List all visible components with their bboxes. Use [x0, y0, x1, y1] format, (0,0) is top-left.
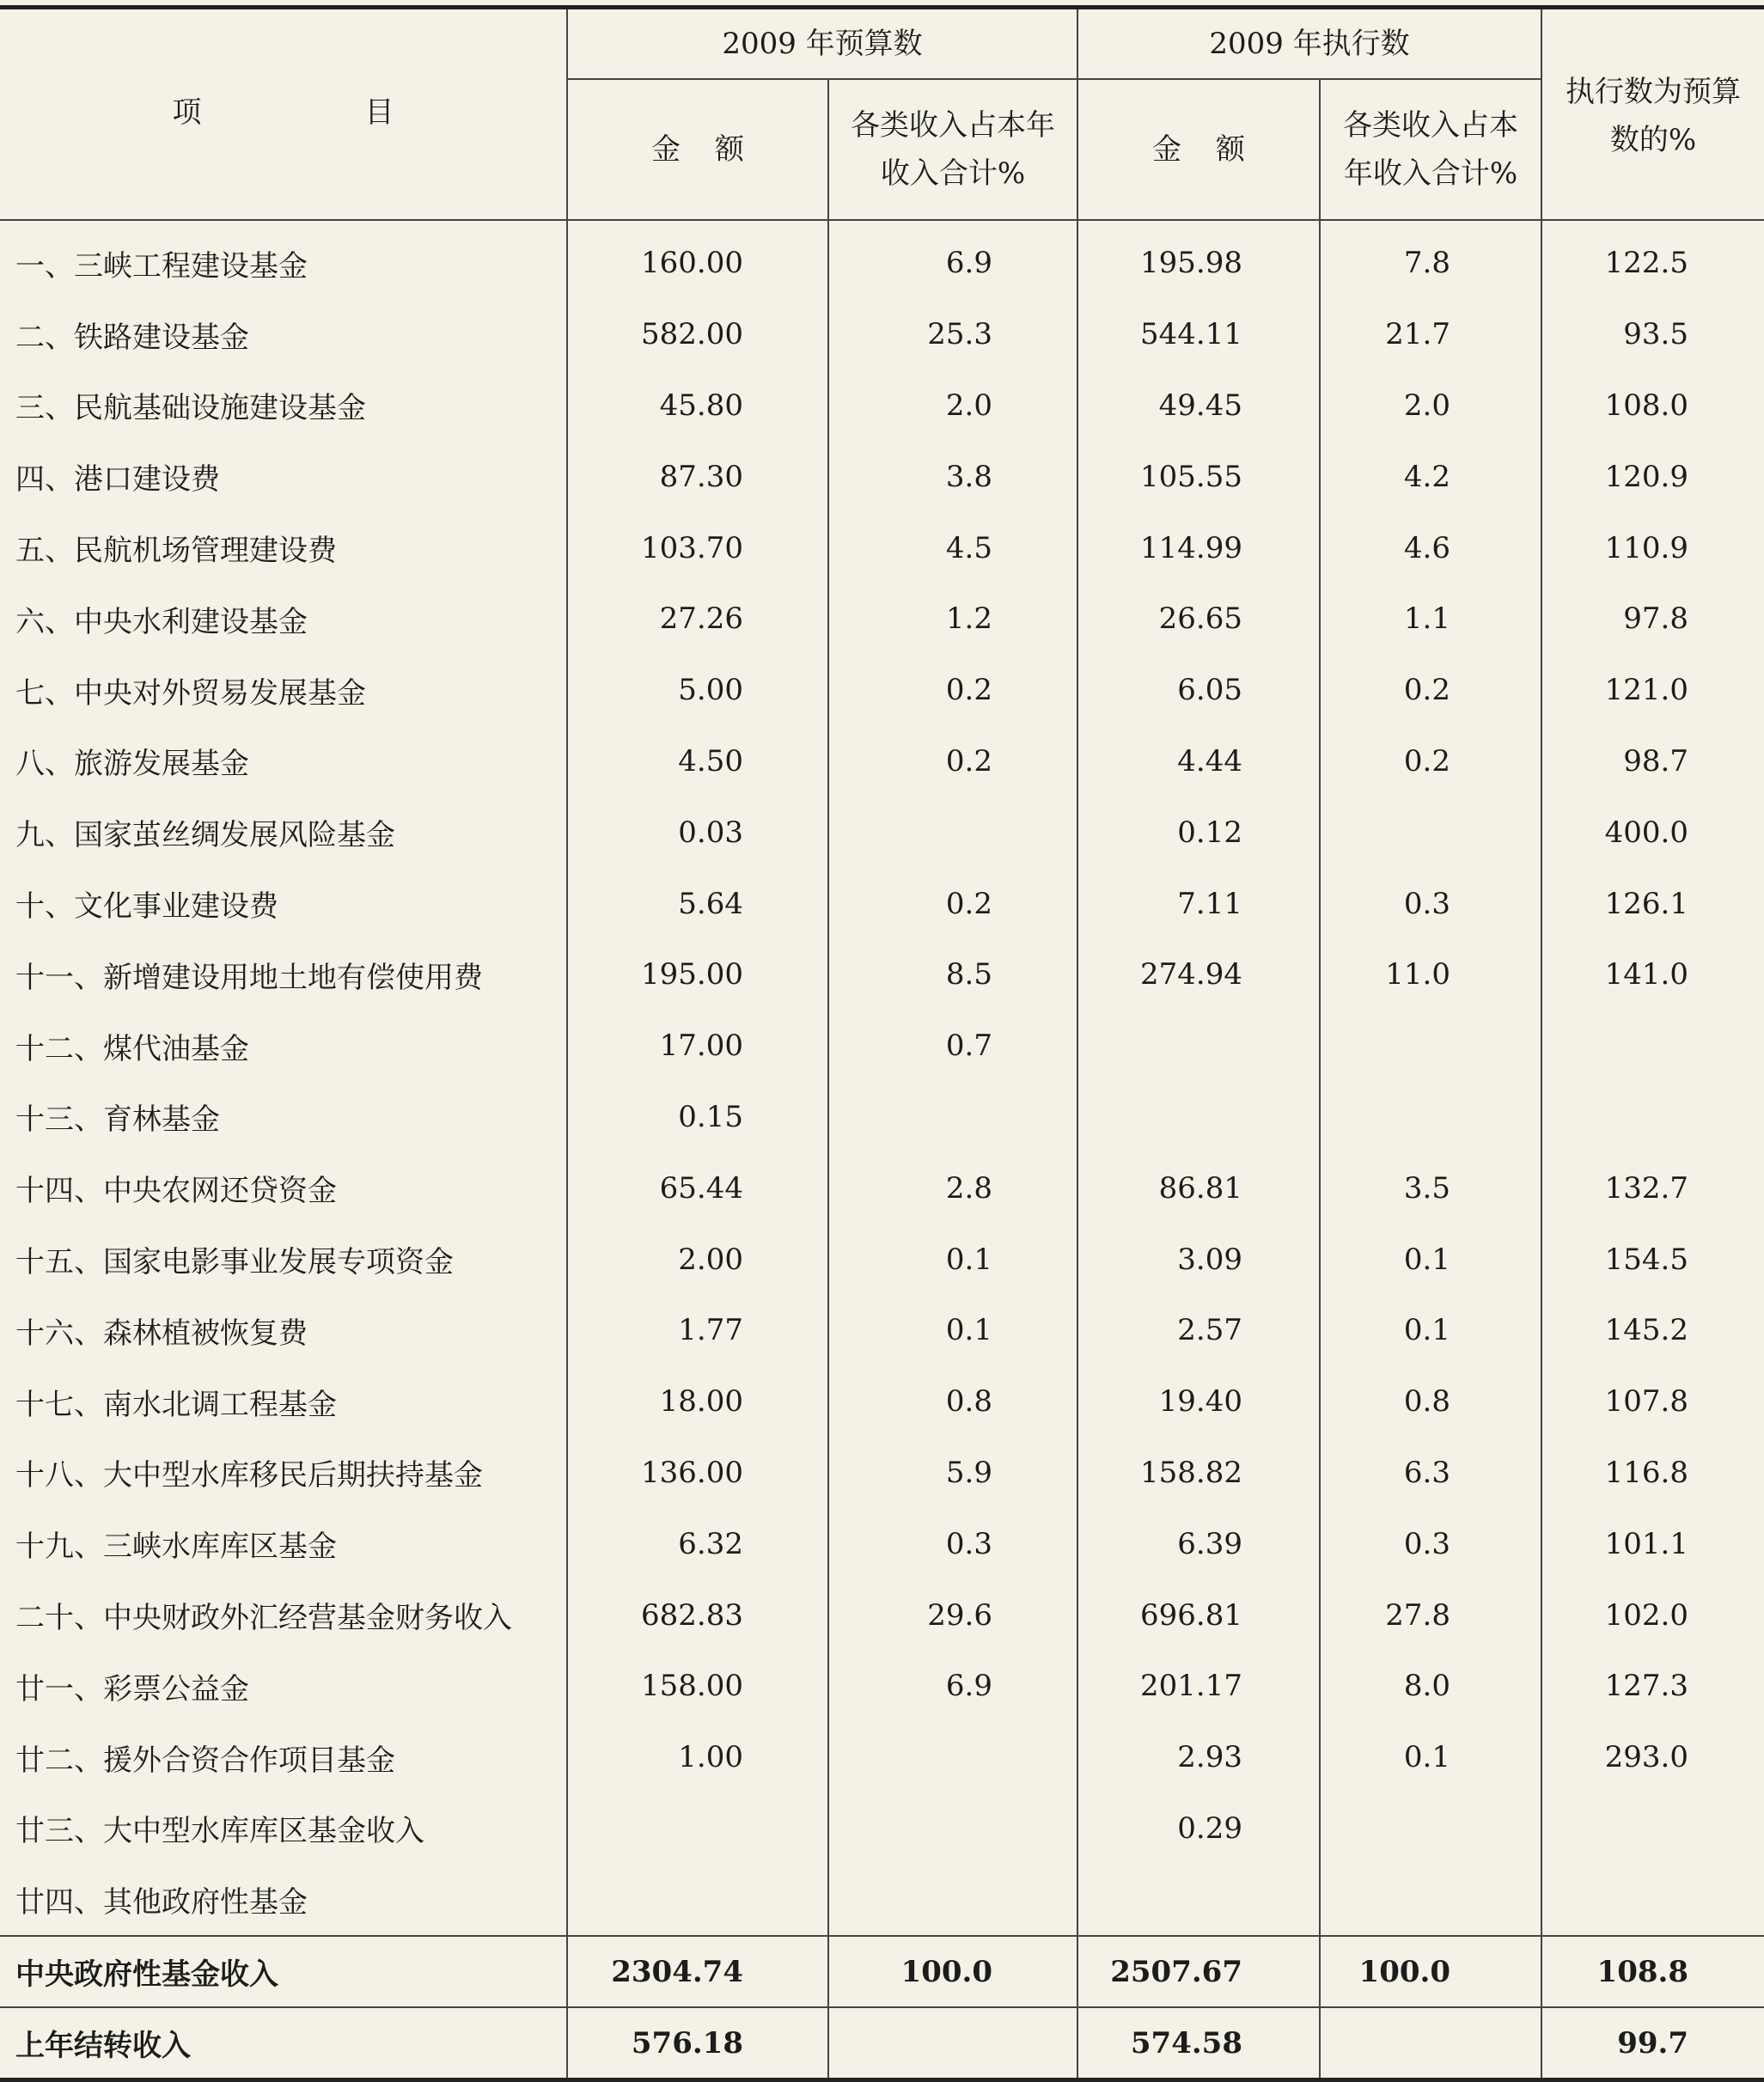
row-name-cell: 十六、森林植被恢复费: [0, 1295, 567, 1366]
row-name-cell: 三、民航基础设施建设基金: [0, 370, 567, 442]
row-name-cell: 十二、煤代油基金: [0, 1010, 567, 1082]
actual-share-cell: 27.8: [1320, 1579, 1541, 1651]
ratio-cell: 293.0: [1604, 1740, 1688, 1775]
actual-amount-cell: [1077, 1864, 1320, 1936]
budget-amount-cell: 65.44: [567, 1152, 828, 1224]
actual-amount-cell: 105.55: [1077, 441, 1320, 512]
budget-share-cell: 3.8: [828, 441, 1077, 512]
table-row: [0, 1438, 1764, 1509]
row-name-cell: 十九、三峡水库库区基金: [0, 1508, 567, 1579]
budget-amount-cell: 682.83: [567, 1579, 828, 1651]
actual-amount-cell: 2507.67: [1077, 1936, 1320, 2007]
actual-share-cell: 0.1: [1320, 1224, 1541, 1295]
row-name-cell: 十一、新增建设用地土地有偿使用费: [0, 939, 567, 1010]
actual-share-cell: 0.3: [1320, 868, 1541, 939]
budget-share-cell: 25.3: [828, 299, 1077, 370]
budget-amount-cell: 1.77: [567, 1295, 828, 1366]
amount-label-right: 额: [715, 132, 744, 167]
budget-share-cell: [828, 1793, 1077, 1865]
ratio-cell: 107.8: [1604, 1384, 1688, 1420]
row-name-cell: 十、文化事业建设费: [0, 868, 567, 939]
ratio-cell: 101.1: [1604, 1526, 1688, 1561]
ratio-cell: 126.1: [1604, 886, 1688, 921]
actual-share-cell: 2.0: [1320, 370, 1541, 442]
budget-share-cell: [828, 1722, 1077, 1793]
actual-amount-cell: 195.98: [1077, 220, 1320, 299]
actual-amount-cell: 2.93: [1077, 1722, 1320, 1793]
amount-label-left: 金: [651, 132, 681, 167]
budget-share-cell: 0.2: [828, 726, 1077, 797]
actual-amount-cell: 0.12: [1077, 797, 1320, 868]
table-totals: [0, 1936, 1764, 2080]
actual-share-cell: 4.6: [1320, 512, 1541, 583]
budget-share-line1: 各类收入占本年: [851, 108, 1055, 143]
ratio-cell: 98.7: [1623, 743, 1688, 778]
budget-share-cell: 4.5: [828, 512, 1077, 583]
budget-share-cell: 0.2: [828, 655, 1077, 726]
budget-share-cell: 100.0: [828, 1936, 1077, 2007]
actual-share-cell: 0.8: [1320, 1366, 1541, 1438]
row-name-cell: 十八、大中型水库移民后期扶持基金: [0, 1438, 567, 1509]
actual-amount-cell: 3.09: [1077, 1224, 1320, 1295]
budget-share-header: [828, 79, 1077, 220]
actual-amount-cell: 6.05: [1077, 655, 1320, 726]
table-body: [0, 220, 1764, 1936]
budget-amount-cell: 103.70: [567, 512, 828, 583]
budget-share-cell: 0.3: [828, 1508, 1077, 1579]
budget-share-cell: [828, 2007, 1077, 2080]
actual-amount-cell: 49.45: [1077, 370, 1320, 442]
row-name-cell: 上年结转收入: [0, 2007, 567, 2080]
ratio-cell: 120.9: [1604, 459, 1688, 494]
budget-share-cell: 6.9: [828, 220, 1077, 299]
actual-amount-cell: 158.82: [1077, 1438, 1320, 1509]
row-name-cell: 廿二、援外合资合作项目基金: [0, 1722, 567, 1793]
row-name-cell: 廿三、大中型水库库区基金收入: [0, 1793, 567, 1865]
table-row: [0, 1082, 1764, 1153]
table-row: [0, 370, 1764, 442]
budget-share-cell: 5.9: [828, 1438, 1077, 1509]
actual-share-line2: 年收入合计%: [1343, 156, 1518, 191]
actual-share-cell: 11.0: [1320, 939, 1541, 1010]
budget-amount-cell: 1.00: [567, 1722, 828, 1793]
budget-amount-cell: 18.00: [567, 1366, 828, 1438]
budget-amount-cell: 136.00: [567, 1438, 828, 1509]
table-row: [0, 1295, 1764, 1366]
budget-amount-cell: 0.03: [567, 797, 828, 868]
ratio-cell: 116.8: [1604, 1455, 1688, 1490]
row-name-cell: 九、国家茧丝绸发展风险基金: [0, 797, 567, 868]
row-name-cell: 十三、育林基金: [0, 1082, 567, 1153]
row-name-cell: 二十、中央财政外汇经营基金财务收入: [0, 1579, 567, 1651]
amount-label-right: 额: [1216, 132, 1245, 167]
actual-share-cell: 8.0: [1320, 1651, 1541, 1722]
table-row: [0, 441, 1764, 512]
item-column-header: [0, 8, 567, 221]
actual-share-cell: [1320, 1082, 1541, 1153]
budget-group-header: 2009 年预算数: [567, 8, 1077, 80]
table-row: [0, 1366, 1764, 1438]
actual-amount-cell: [1077, 1010, 1320, 1082]
row-name-cell: 五、民航机场管理建设费: [0, 512, 567, 583]
budget-share-cell: 2.0: [828, 370, 1077, 442]
actual-share-cell: 0.2: [1320, 655, 1541, 726]
actual-share-cell: 0.2: [1320, 726, 1541, 797]
table-row: [0, 1722, 1764, 1793]
actual-share-cell: [1320, 797, 1541, 868]
actual-amount-cell: 19.40: [1077, 1366, 1320, 1438]
ratio-cell: 121.0: [1604, 673, 1688, 708]
ratio-cell: [1541, 1082, 1764, 1153]
budget-share-cell: 2.8: [828, 1152, 1077, 1224]
budget-amount-cell: 2304.74: [567, 1936, 828, 2007]
budget-amount-cell: [567, 1793, 828, 1865]
actual-share-cell: 0.1: [1320, 1722, 1541, 1793]
row-name-cell: 中央政府性基金收入: [0, 1936, 567, 2007]
budget-share-cell: 8.5: [828, 939, 1077, 1010]
table-row: [0, 583, 1764, 655]
budget-share-cell: 0.2: [828, 868, 1077, 939]
table-row: [0, 1579, 1764, 1651]
table-row: [0, 1864, 1764, 1936]
table-row: [0, 1936, 1764, 2007]
table-row: [0, 1010, 1764, 1082]
actual-amount-cell: 0.29: [1077, 1793, 1320, 1865]
budget-share-cell: 29.6: [828, 1579, 1077, 1651]
table-row: [0, 512, 1764, 583]
actual-share-cell: 6.3: [1320, 1438, 1541, 1509]
budget-share-cell: [828, 1864, 1077, 1936]
actual-amount-cell: 86.81: [1077, 1152, 1320, 1224]
actual-share-cell: 1.1: [1320, 583, 1541, 655]
budget-amount-cell: [567, 1864, 828, 1936]
ratio-cell: 108.8: [1541, 1936, 1764, 2007]
actual-share-cell: 4.2: [1320, 441, 1541, 512]
ratio-cell: 400.0: [1604, 815, 1688, 850]
actual-share-cell: 3.5: [1320, 1152, 1541, 1224]
table-row: [0, 939, 1764, 1010]
table-row: [0, 726, 1764, 797]
row-name-cell: 二、铁路建设基金: [0, 299, 567, 370]
budget-amount-cell: 160.00: [567, 220, 828, 299]
ratio-header-line1: 执行数为预算: [1566, 75, 1741, 109]
budget-amount-cell: 582.00: [567, 299, 828, 370]
table-row: [0, 1793, 1764, 1865]
actual-group-header: 2009 年执行数: [1077, 8, 1541, 80]
actual-amount-cell: 544.11: [1077, 299, 1320, 370]
budget-amount-cell: 5.00: [567, 655, 828, 726]
table-row: [0, 655, 1764, 726]
ratio-cell: [1541, 1793, 1764, 1865]
row-name-cell: 六、中央水利建设基金: [0, 583, 567, 655]
budget-amount-cell: 158.00: [567, 1651, 828, 1722]
actual-amount-cell: 574.58: [1077, 2007, 1320, 2080]
row-name-cell: 十七、南水北调工程基金: [0, 1366, 567, 1438]
ratio-cell: 93.5: [1623, 317, 1688, 352]
actual-share-cell: 0.1: [1320, 1295, 1541, 1366]
row-name-cell: 廿一、彩票公益金: [0, 1651, 567, 1722]
actual-share-cell: 7.8: [1320, 220, 1541, 299]
budget-amount-cell: 17.00: [567, 1010, 828, 1082]
ratio-cell: 141.0: [1604, 957, 1688, 992]
actual-share-cell: 21.7: [1320, 299, 1541, 370]
budget-share-cell: 0.7: [828, 1010, 1077, 1082]
government-fund-revenue-table: [0, 5, 1764, 2082]
actual-amount-cell: 114.99: [1077, 512, 1320, 583]
actual-amount-cell: [1077, 1082, 1320, 1153]
ratio-cell: 145.2: [1604, 1313, 1688, 1348]
ratio-cell: 102.0: [1604, 1597, 1688, 1633]
budget-share-cell: 0.1: [828, 1224, 1077, 1295]
actual-amount-cell: 7.11: [1077, 868, 1320, 939]
table-row: [0, 1152, 1764, 1224]
table-row: [0, 299, 1764, 370]
table-row: [0, 2007, 1764, 2080]
budget-amount-cell: 4.50: [567, 726, 828, 797]
ratio-cell: 132.7: [1604, 1170, 1688, 1206]
ratio-cell: 110.9: [1604, 530, 1688, 565]
budget-amount-header: [567, 79, 828, 220]
budget-share-cell: 0.1: [828, 1295, 1077, 1366]
actual-amount-cell: 6.39: [1077, 1508, 1320, 1579]
actual-amount-cell: 201.17: [1077, 1651, 1320, 1722]
actual-share-cell: [1320, 1793, 1541, 1865]
row-name-cell: 七、中央对外贸易发展基金: [0, 655, 567, 726]
actual-amount-cell: 26.65: [1077, 583, 1320, 655]
table-row: [0, 1508, 1764, 1579]
table-row: [0, 1224, 1764, 1295]
actual-amount-cell: 4.44: [1077, 726, 1320, 797]
row-name-cell: 四、港口建设费: [0, 441, 567, 512]
budget-amount-cell: 2.00: [567, 1224, 828, 1295]
item-label-right: 目: [364, 95, 394, 130]
ratio-cell: 154.5: [1604, 1242, 1688, 1277]
actual-share-cell: 100.0: [1320, 1936, 1541, 2007]
ratio-cell: 108.0: [1604, 388, 1688, 423]
row-name-cell: 十五、国家电影事业发展专项资金: [0, 1224, 567, 1295]
ratio-cell: [1541, 1010, 1764, 1082]
budget-amount-cell: 195.00: [567, 939, 828, 1010]
budget-amount-cell: 45.80: [567, 370, 828, 442]
budget-share-cell: [828, 1082, 1077, 1153]
actual-share-cell: 0.3: [1320, 1508, 1541, 1579]
ratio-cell: 97.8: [1623, 601, 1688, 637]
row-name-cell: 十四、中央农网还贷资金: [0, 1152, 567, 1224]
budget-amount-cell: 87.30: [567, 441, 828, 512]
ratio-column-header: [1541, 8, 1764, 221]
ratio-cell: [1541, 1864, 1764, 1936]
budget-amount-cell: 0.15: [567, 1082, 828, 1153]
budget-share-cell: [828, 797, 1077, 868]
actual-amount-cell: 696.81: [1077, 1579, 1320, 1651]
ratio-cell: 122.5: [1604, 246, 1688, 281]
budget-amount-cell: 6.32: [567, 1508, 828, 1579]
ratio-cell: 99.7: [1541, 2007, 1764, 2080]
actual-share-cell: [1320, 2007, 1541, 2080]
budget-amount-cell: 576.18: [567, 2007, 828, 2080]
item-label-left: 项: [172, 95, 202, 130]
actual-share-header: [1320, 79, 1541, 220]
row-name-cell: 廿四、其他政府性基金: [0, 1864, 567, 1936]
amount-label-left: 金: [1152, 132, 1181, 167]
budget-share-line2: 收入合计%: [880, 156, 1026, 191]
budget-share-cell: 0.8: [828, 1366, 1077, 1438]
table-row: [0, 868, 1764, 939]
actual-amount-cell: 2.57: [1077, 1295, 1320, 1366]
table-row: [0, 220, 1764, 299]
actual-share-cell: [1320, 1010, 1541, 1082]
actual-share-cell: [1320, 1864, 1541, 1936]
row-name-cell: 一、三峡工程建设基金: [0, 220, 567, 299]
actual-amount-header: [1077, 79, 1320, 220]
actual-amount-cell: 274.94: [1077, 939, 1320, 1010]
budget-amount-cell: 5.64: [567, 868, 828, 939]
header-row-1: [0, 8, 1764, 80]
budget-share-cell: 6.9: [828, 1651, 1077, 1722]
table-row: [0, 797, 1764, 868]
actual-share-line1: 各类收入占本: [1343, 108, 1518, 143]
ratio-header-line2: 数的%: [1609, 123, 1697, 157]
table-row: [0, 1651, 1764, 1722]
budget-share-cell: 1.2: [828, 583, 1077, 655]
budget-amount-cell: 27.26: [567, 583, 828, 655]
ratio-cell: 127.3: [1604, 1669, 1688, 1704]
row-name-cell: 八、旅游发展基金: [0, 726, 567, 797]
